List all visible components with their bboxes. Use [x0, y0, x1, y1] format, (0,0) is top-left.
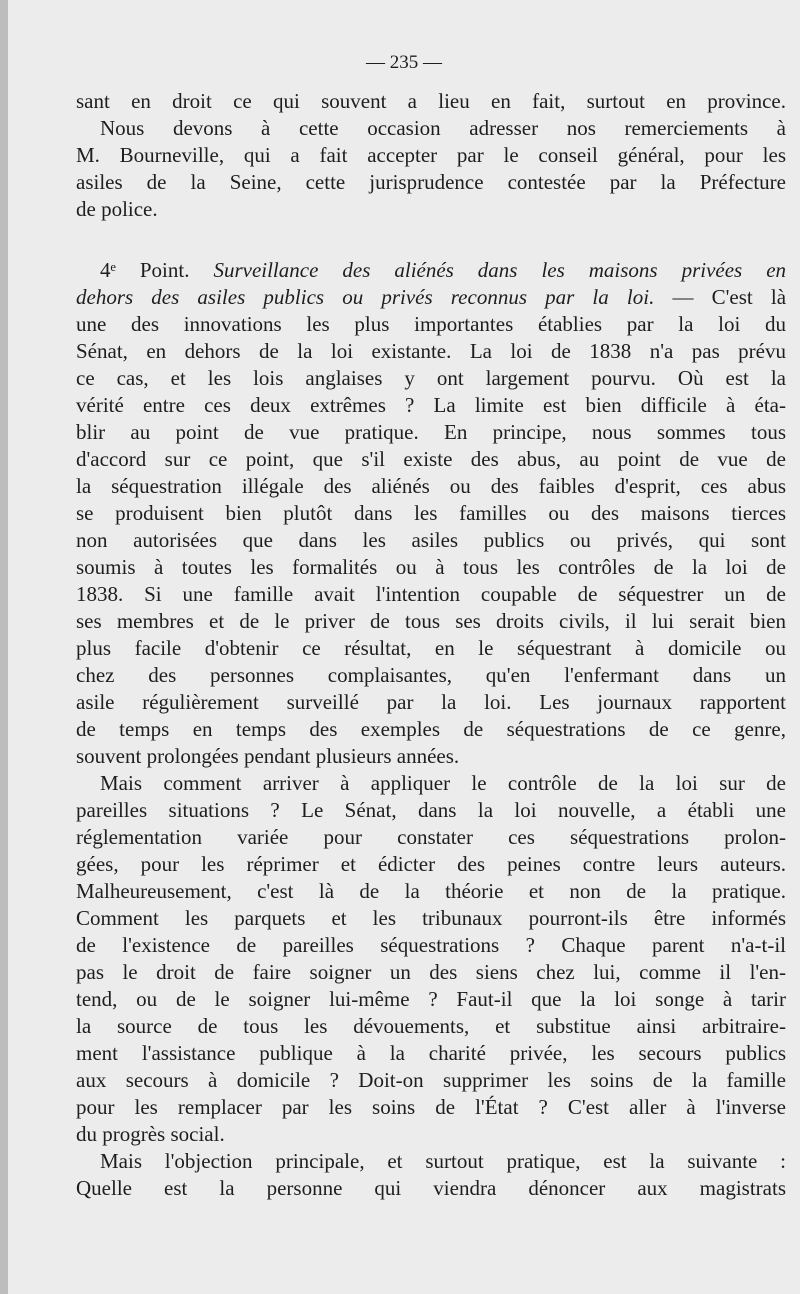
section-title-continued: dehors des asiles publics ou privés reconnus par la loi. — [76, 285, 655, 309]
text-line: asiles de la Seine, cette jurisprudence contestée par la Préfecture — [76, 170, 786, 194]
text-line: aux secours à domicile ? Doit-on supprimer les soins de la famille — [76, 1068, 786, 1092]
text-line: ses membres et de le priver de tous ses droits civils, il lui serait bien — [76, 609, 786, 633]
text-line: réglementation variée pour constater ces séquestrations prolon- — [76, 825, 786, 849]
book-page — [8, 0, 800, 1294]
text-line: plus facile d'obtenir ce résultat, en le séquestrant à domicile ou — [76, 636, 786, 660]
section-title: Surveillance des aliénés dans les maisons privées en — [213, 258, 787, 282]
text-line: Nous devons à cette occasion adresser nos remerciements à — [100, 116, 786, 140]
text-line: Comment les parquets et les tribunaux pourront-ils être informés — [76, 906, 786, 930]
text-line: ce cas, et les lois anglaises y ont largement pourvu. Où est la — [76, 366, 786, 390]
text-line: pareilles situations ? Le Sénat, dans la loi nouvelle, a établi une — [76, 798, 786, 822]
text-line: gées, pour les réprimer et édicter des peines contre leurs auteurs. — [76, 852, 786, 876]
text-line: soumis à toutes les formalités ou à tous les contrôles de la loi de — [76, 555, 786, 579]
text-line: la séquestration illégale des aliénés ou des faibles d'esprit, ces abus — [76, 474, 786, 498]
text-line: Mais l'objection principale, et surtout pratique, est la suivante : — [100, 1149, 786, 1173]
text-line: Quelle est la personne qui viendra dénoncer aux magistrats — [76, 1176, 786, 1200]
text-line: la source de tous les dévouements, et substitue ainsi arbitraire- — [76, 1014, 786, 1038]
text-line: d'accord sur ce point, que s'il existe des abus, au point de vue de — [76, 447, 786, 471]
text-line: de l'existence de pareilles séquestrations ? Chaque parent n'a-t-il — [76, 933, 786, 957]
text-line: sant en droit ce qui souvent a lieu en fait, surtout en province. — [76, 89, 786, 113]
text-line: M. Bourneville, qui a fait accepter par le conseil général, pour les — [76, 143, 786, 167]
text-line: se produisent bien plutôt dans les familles ou des maisons tierces — [76, 501, 786, 525]
text-line: 1838. Si une famille avait l'intention coupable de séquestrer un de — [76, 582, 786, 606]
text-line: non autorisées que dans les asiles publics ou privés, qui sont — [76, 528, 786, 552]
text-line: chez des personnes complaisantes, qu'en l'enfermant dans un — [76, 663, 786, 687]
text-line: ment l'assistance publique à la charité privée, les secours publics — [76, 1041, 786, 1065]
section-heading-line — [100, 257, 786, 284]
text-line: de police. — [76, 197, 158, 221]
text-line: tend, ou de le soigner lui-même ? Faut-il que la loi songe à tarir — [76, 987, 786, 1011]
text-line: pour les remplacer par les soins de l'État ? C'est aller à l'inverse — [76, 1095, 786, 1119]
section-heading-line — [76, 284, 786, 311]
text-line: de temps en temps des exemples de séquestrations de ce genre, — [76, 717, 786, 741]
text-line: souvent prolongées pendant plusieurs années. — [76, 744, 460, 768]
text-line: vérité entre ces deux extrêmes ? La limite est bien difficile à éta- — [76, 393, 786, 417]
text-line: du progrès social. — [76, 1122, 225, 1146]
text-line: Mais comment arriver à appliquer le contrôle de la loi sur de — [100, 771, 786, 795]
text-line: une des innovations les plus importantes établies par la loi du — [76, 312, 786, 336]
text-line: Sénat, en dehors de la loi existante. La loi de 1838 n'a pas prévu — [76, 339, 786, 363]
section-number: 4ᵉ Point. — [100, 258, 190, 282]
text-line: asile régulièrement surveillé par la loi. Les journaux rapportent — [76, 690, 786, 714]
text-line: Malheureusement, c'est là de la théorie et non de la pratique. — [76, 879, 786, 903]
page-number: — 235 — — [366, 52, 442, 73]
text-fragment: — C'est là — [672, 285, 787, 309]
text-line: blir au point de vue pratique. En principe, nous sommes tous — [76, 420, 786, 444]
text-line: pas le droit de faire soigner un des siens chez lui, comme il l'en- — [76, 960, 786, 984]
